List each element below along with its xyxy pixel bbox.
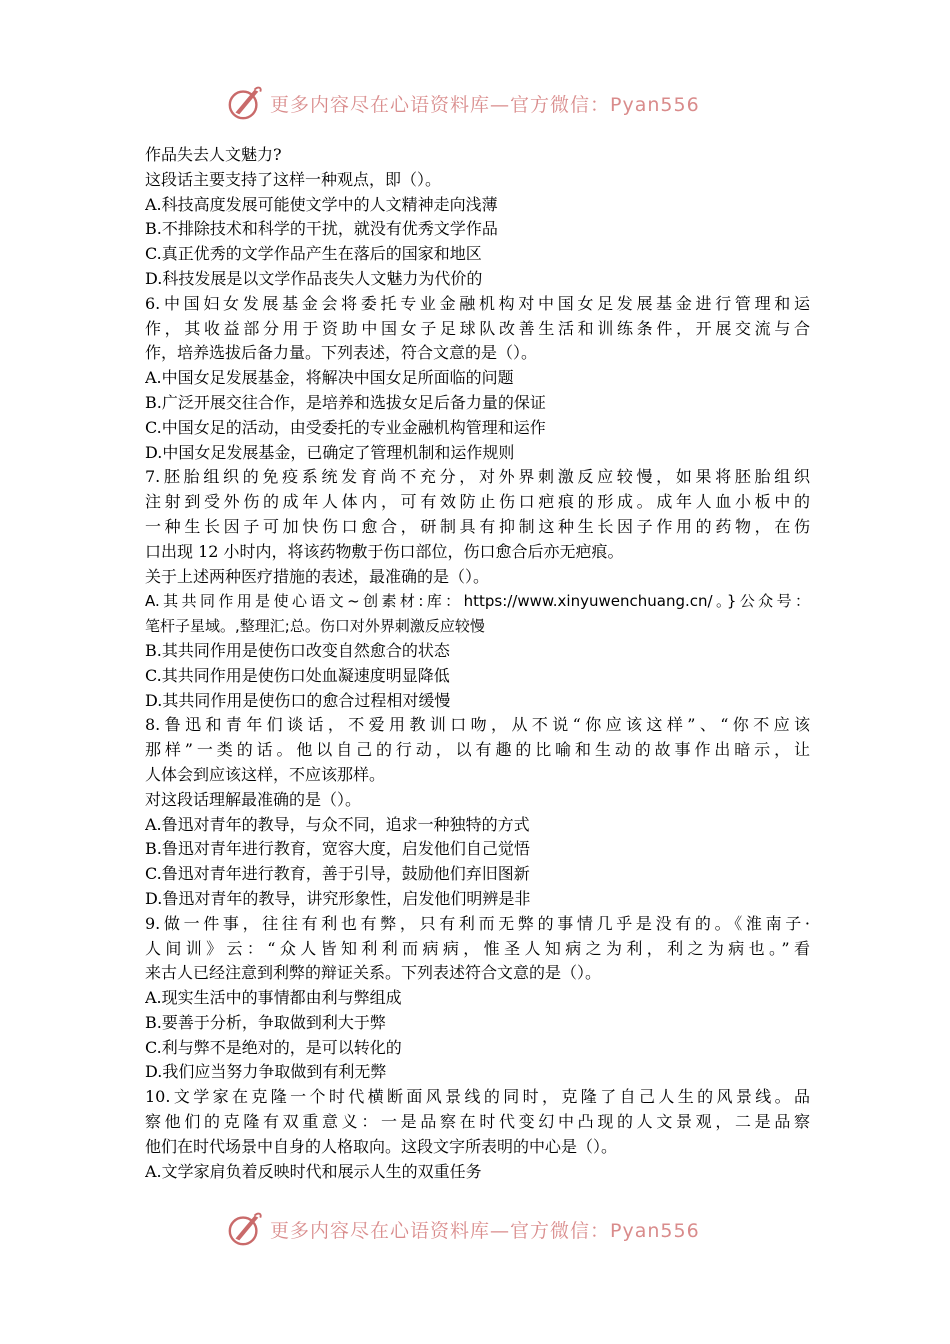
- question-line: 他们在时代场景中自身的人格取向。这段文字所表明的中心是（）。: [145, 1136, 618, 1156]
- option-line: C.中国女足的活动，由受委托的专业金融机构管理和运作: [145, 417, 546, 437]
- document-body: [145, 143, 810, 1184]
- quill-pen-logo-icon: [226, 1210, 264, 1248]
- banner-wechat-label: 官方微信：: [510, 93, 611, 116]
- question-line: 来古人已经注意到利弊的辩证关系。下列表述符合文意的是（）。: [145, 963, 602, 983]
- question-line: 察他们的克隆有双重意义：一是品察在时代变幻中凸现的人文景观，二是品察: [145, 1112, 810, 1132]
- text-line: 作品失去人文魅力?: [145, 145, 282, 164]
- header-banner: [226, 83, 746, 123]
- question-line: 作，其收益部分用于资助中国女子足球队改善生活和训练条件，开展交流与合: [145, 318, 810, 338]
- option-line: A.鲁迅对青年的教导，与众不同，追求一种独特的方式: [145, 814, 530, 834]
- option-line: B.其共同作用是使伤口改变自然愈合的状态: [145, 640, 450, 660]
- option-line: C.其共同作用是使伤口处血凝速度明显降低: [145, 665, 450, 685]
- question-line: 8.鲁迅和青年们谈话，不爱用教训口吻，从不说“你应该这样”、“你不应该: [145, 715, 810, 735]
- question-line: 口出现 12 小时内，将该药物敷于伤口部位，伤口愈合后亦无疤痕。: [145, 541, 624, 561]
- question-line: 关于上述两种医疗措施的表述，最准确的是（）。: [145, 566, 490, 586]
- option-line: B.广泛开展交往合作，是培养和选拔女足后备力量的保证: [145, 392, 546, 412]
- banner-wechat-id: Pyan556: [610, 93, 700, 116]
- text-line: 这段话主要支持了这样一种观点，即（）。: [145, 169, 442, 189]
- banner-slogan: 更多内容尽在心语资料库: [270, 1219, 491, 1242]
- banner-wechat-label: 官方微信：: [510, 1219, 611, 1242]
- option-line: D.鲁迅对青年的教导，讲究形象性，启发他们明辨是非: [145, 888, 531, 908]
- banner-separator: —: [490, 93, 511, 116]
- banner-text: [270, 90, 700, 117]
- option-line: 笔杆子星域。,整理汇;总。伤口对外界刺激反应较慢: [145, 617, 485, 636]
- option-line: A.科技高度发展可能使文学中的人文精神走向浅薄: [145, 194, 498, 214]
- option-line: A.文学家肩负着反映时代和展示人生的双重任务: [145, 1161, 482, 1181]
- question-line: 那样”一类的话。他以自己的行动，以有趣的比喻和生动的故事作出暗示，让: [145, 740, 810, 760]
- question-line: 人体会到应该这样，不应该那样。: [145, 764, 386, 784]
- footer-banner: [226, 1209, 746, 1249]
- question-line: 10.文学家在克隆一个时代横断面风景线的同时，克隆了自己人生的风景线。品: [145, 1087, 810, 1107]
- option-line: B.鲁迅对青年进行教育，宽容大度，启发他们自己觉悟: [145, 839, 530, 859]
- question-line: 注射到受外伤的成年人体内，可有效防止伤口疤痕的形成。成年人血小板中的: [145, 492, 810, 512]
- option-line: A.现实生活中的事情都由利与弊组成: [145, 988, 402, 1008]
- question-line: 6.中国妇女发展基金会将委托专业金融机构对中国女足发展基金进行管理和运: [145, 293, 810, 313]
- option-line: A.其共同作用是使心语文~创素材:库：https://www.xinyuwenchuang.cn/。}公众号：: [145, 592, 810, 611]
- option-line: B.不排除技术和科学的干扰，就没有优秀文学作品: [145, 219, 498, 239]
- quill-pen-logo-icon: [226, 84, 264, 122]
- banner-text: [270, 1216, 700, 1243]
- option-line: D.科技发展是以文学作品丧失人文魅力为代价的: [145, 268, 483, 288]
- option-line: C.利与弊不是绝对的，是可以转化的: [145, 1037, 402, 1057]
- option-line: A.中国女足发展基金，将解决中国女足所面临的问题: [145, 368, 514, 388]
- banner-wechat-id: Pyan556: [610, 1219, 700, 1242]
- option-line: B.要善于分析，争取做到利大于弊: [145, 1012, 386, 1032]
- question-line: 作，培养选拔后备力量。下列表述，符合文意的是（）。: [145, 343, 538, 363]
- option-line: C.真正优秀的文学作品产生在落后的国家和地区: [145, 244, 482, 264]
- banner-separator: —: [490, 1219, 511, 1242]
- option-line: D.我们应当努力争取做到有利无弊: [145, 1062, 387, 1082]
- option-line: C.鲁迅对青年进行教育，善于引导，鼓励他们弃旧图新: [145, 864, 530, 884]
- question-line: 对这段话理解最准确的是（）。: [145, 789, 362, 809]
- option-line: D.其共同作用是使伤口的愈合过程相对缓慢: [145, 690, 451, 710]
- option-line: D.中国女足发展基金，已确定了管理机制和运作规则: [145, 442, 515, 462]
- question-line: 7.胚胎组织的免疫系统发育尚不充分，对外界刺激反应较慢，如果将胚胎组织: [145, 467, 810, 487]
- question-line: 9.做一件事，往往有利也有弊，只有利而无弊的事情几乎是没有的。《淮南子·: [145, 913, 810, 933]
- question-line: 一种生长因子可加快伤口愈合，研制具有抑制这种生长因子作用的药物，在伤: [145, 516, 810, 536]
- question-line: 人间训》云：“众人皆知利利而病病，惟圣人知病之为利，利之为病也。”看: [145, 938, 810, 958]
- banner-slogan: 更多内容尽在心语资料库: [270, 93, 491, 116]
